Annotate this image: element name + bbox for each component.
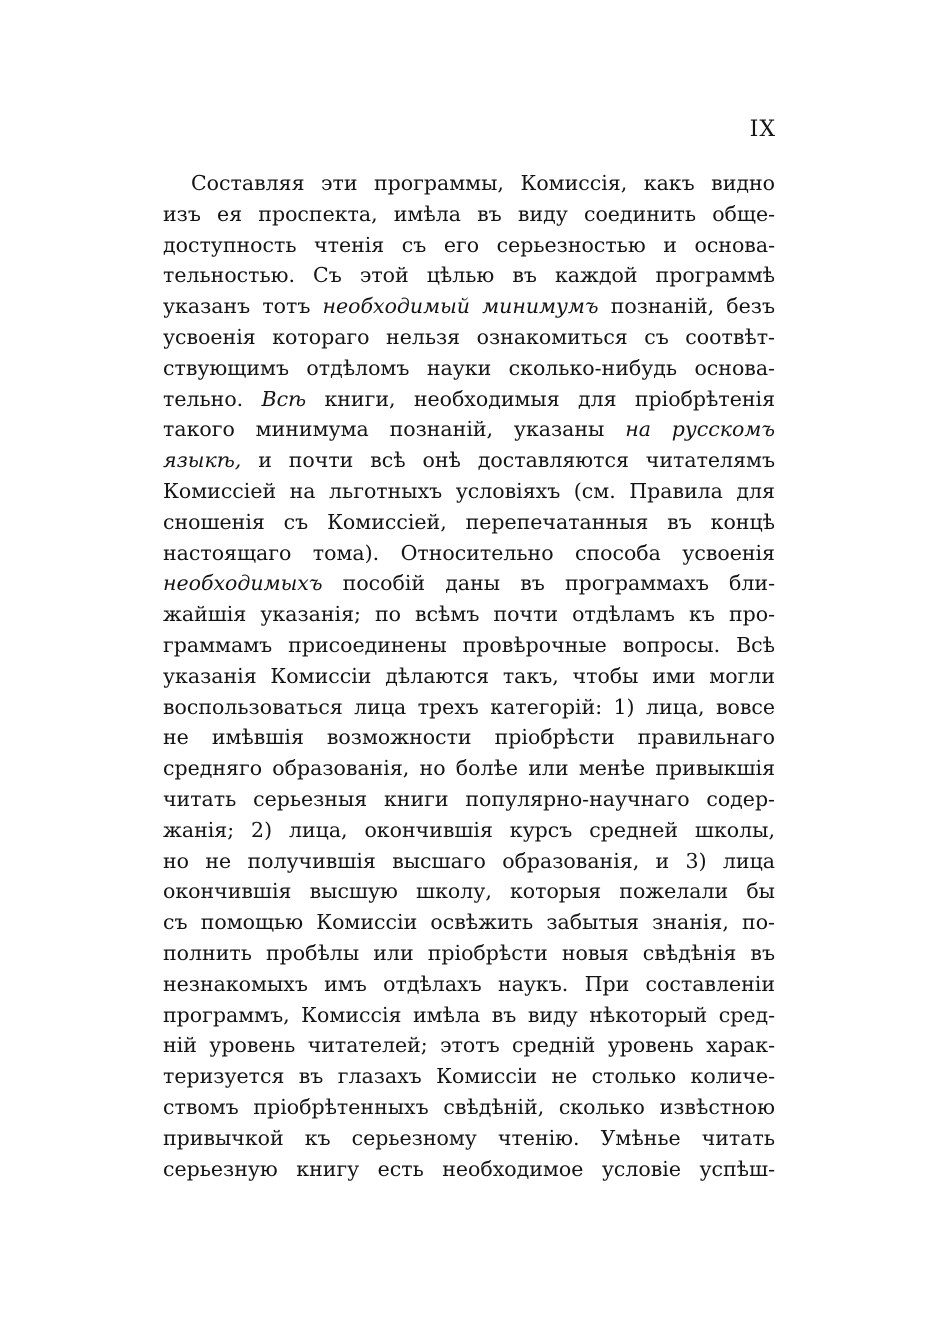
italic-text: необходимыхъ	[163, 571, 323, 596]
text-line	[163, 907, 775, 938]
text-segment: доступность чтенія съ его серьезностью и основа-	[163, 232, 775, 257]
text-segment: граммамъ присоединены провѣрочные вопросы. Всѣ	[163, 632, 775, 657]
text-segment: настоящаго тома). Относительно способа усвоенія	[163, 540, 775, 565]
text-segment: указанъ тотъ	[163, 294, 323, 319]
text-segment: тельностью. Съ этой цѣлью въ каждой программѣ	[163, 263, 775, 288]
text-segment: указанія Комиссіи дѣлаются такъ, чтобы ими могли	[163, 663, 775, 688]
text-segment: сношенія съ Комиссіей, перепечатанныя въ концѣ	[163, 509, 775, 534]
text-segment: ствомъ пріобрѣтенныхъ свѣдѣній, сколько извѣстною	[163, 1094, 775, 1119]
page-number: IX	[749, 117, 776, 142]
text-segment: ствующимъ отдѣломъ науки сколько-нибудь основа-	[163, 355, 775, 380]
text-segment: полнить пробѣлы или пріобрѣсти новыя свѣдѣнія въ	[163, 940, 775, 965]
text-segment: изъ ея проспекта, имѣла въ виду соединить обще-	[163, 201, 775, 226]
text-segment: жайшія указанія; по всѣмъ почти отдѣламъ къ про-	[163, 602, 775, 627]
text-segment: читать серьезныя книги популярно-научнаго содер-	[163, 786, 775, 811]
text-segment: тельно.	[163, 386, 262, 411]
text-segment: пособій даны въ программахъ бли-	[322, 571, 775, 596]
text-segment: но не получившія высшаго образованія, и 3) лица	[163, 848, 775, 873]
text-segment: такого минимума познаній, указаны	[163, 417, 626, 442]
text-line	[163, 969, 775, 1000]
text-line	[163, 507, 775, 538]
text-line	[163, 199, 775, 230]
text-segment: жанія; 2) лица, окончившія курсъ средней школы,	[163, 817, 775, 842]
italic-text: необходимый минимумъ	[322, 294, 599, 319]
text-line	[163, 384, 775, 415]
text-line	[163, 322, 775, 353]
text-segment: и почти всѣ онѣ доставляются читателямъ	[241, 448, 775, 473]
text-segment: программъ, Комиссія имѣла въ виду нѣкоторый сред-	[163, 1002, 775, 1027]
text-segment: Составляя эти программы, Комиссія, какъ видно	[191, 171, 775, 195]
text-line	[163, 784, 775, 815]
text-segment: средняго образованія, но болѣе или менѣе привыкшія	[163, 756, 775, 781]
text-line	[163, 260, 775, 291]
text-segment: съ помощью Комиссіи освѣжить забытыя знанія, по-	[163, 910, 775, 935]
text-line	[163, 568, 775, 599]
italic-text: языкѣ,	[163, 448, 242, 473]
text-line	[163, 445, 775, 476]
text-line	[163, 846, 775, 877]
text-line	[163, 753, 775, 784]
text-segment: книги, необходимыя для пріобрѣтенія	[306, 386, 775, 411]
italic-text: Всѣ	[261, 386, 307, 411]
text-segment: Комиссіей на льготныхъ условіяхъ (см. Правила для	[163, 478, 775, 503]
text-line	[163, 1030, 775, 1061]
text-line	[163, 1061, 775, 1092]
text-segment: познаній, безъ	[598, 294, 775, 319]
body-paragraph	[163, 168, 775, 1184]
text-segment: привычкой къ серьезному чтенію. Умѣнье читать	[163, 1125, 775, 1150]
text-line	[163, 1092, 775, 1123]
italic-text: на русскомъ	[625, 417, 775, 442]
text-line	[163, 168, 775, 199]
text-line	[163, 661, 775, 692]
text-line	[163, 722, 775, 753]
text-line	[163, 1000, 775, 1031]
text-line	[163, 291, 775, 322]
text-segment: воспользоваться лица трехъ категорій: 1) лица, вовсе	[163, 694, 775, 719]
text-line	[163, 599, 775, 630]
text-segment: окончившія высшую школу, которыя пожелали бы	[163, 879, 775, 904]
text-line	[163, 630, 775, 661]
text-line	[163, 1123, 775, 1154]
text-segment: незнакомыхъ имъ отдѣлахъ наукъ. При составленіи	[163, 971, 775, 996]
text-line	[163, 938, 775, 969]
text-line	[163, 230, 775, 261]
text-segment: не имѣвшія возможности пріобрѣсти правильнаго	[163, 725, 775, 750]
text-line	[163, 538, 775, 569]
text-line	[163, 476, 775, 507]
text-line	[163, 353, 775, 384]
text-line	[163, 876, 775, 907]
text-line	[163, 692, 775, 723]
text-segment: теризуется въ глазахъ Комиссіи не столько количе-	[163, 1064, 775, 1089]
text-line	[163, 1154, 775, 1185]
text-segment: серьезную книгу есть необходимое условіе успѣш-	[163, 1156, 775, 1181]
text-line	[163, 815, 775, 846]
text-segment: ній уровень читателей; этотъ средній уровень харак-	[163, 1033, 775, 1058]
text-segment: усвоенія котораго нельзя ознакомиться съ соотвѣт-	[163, 324, 775, 349]
text-line	[163, 414, 775, 445]
